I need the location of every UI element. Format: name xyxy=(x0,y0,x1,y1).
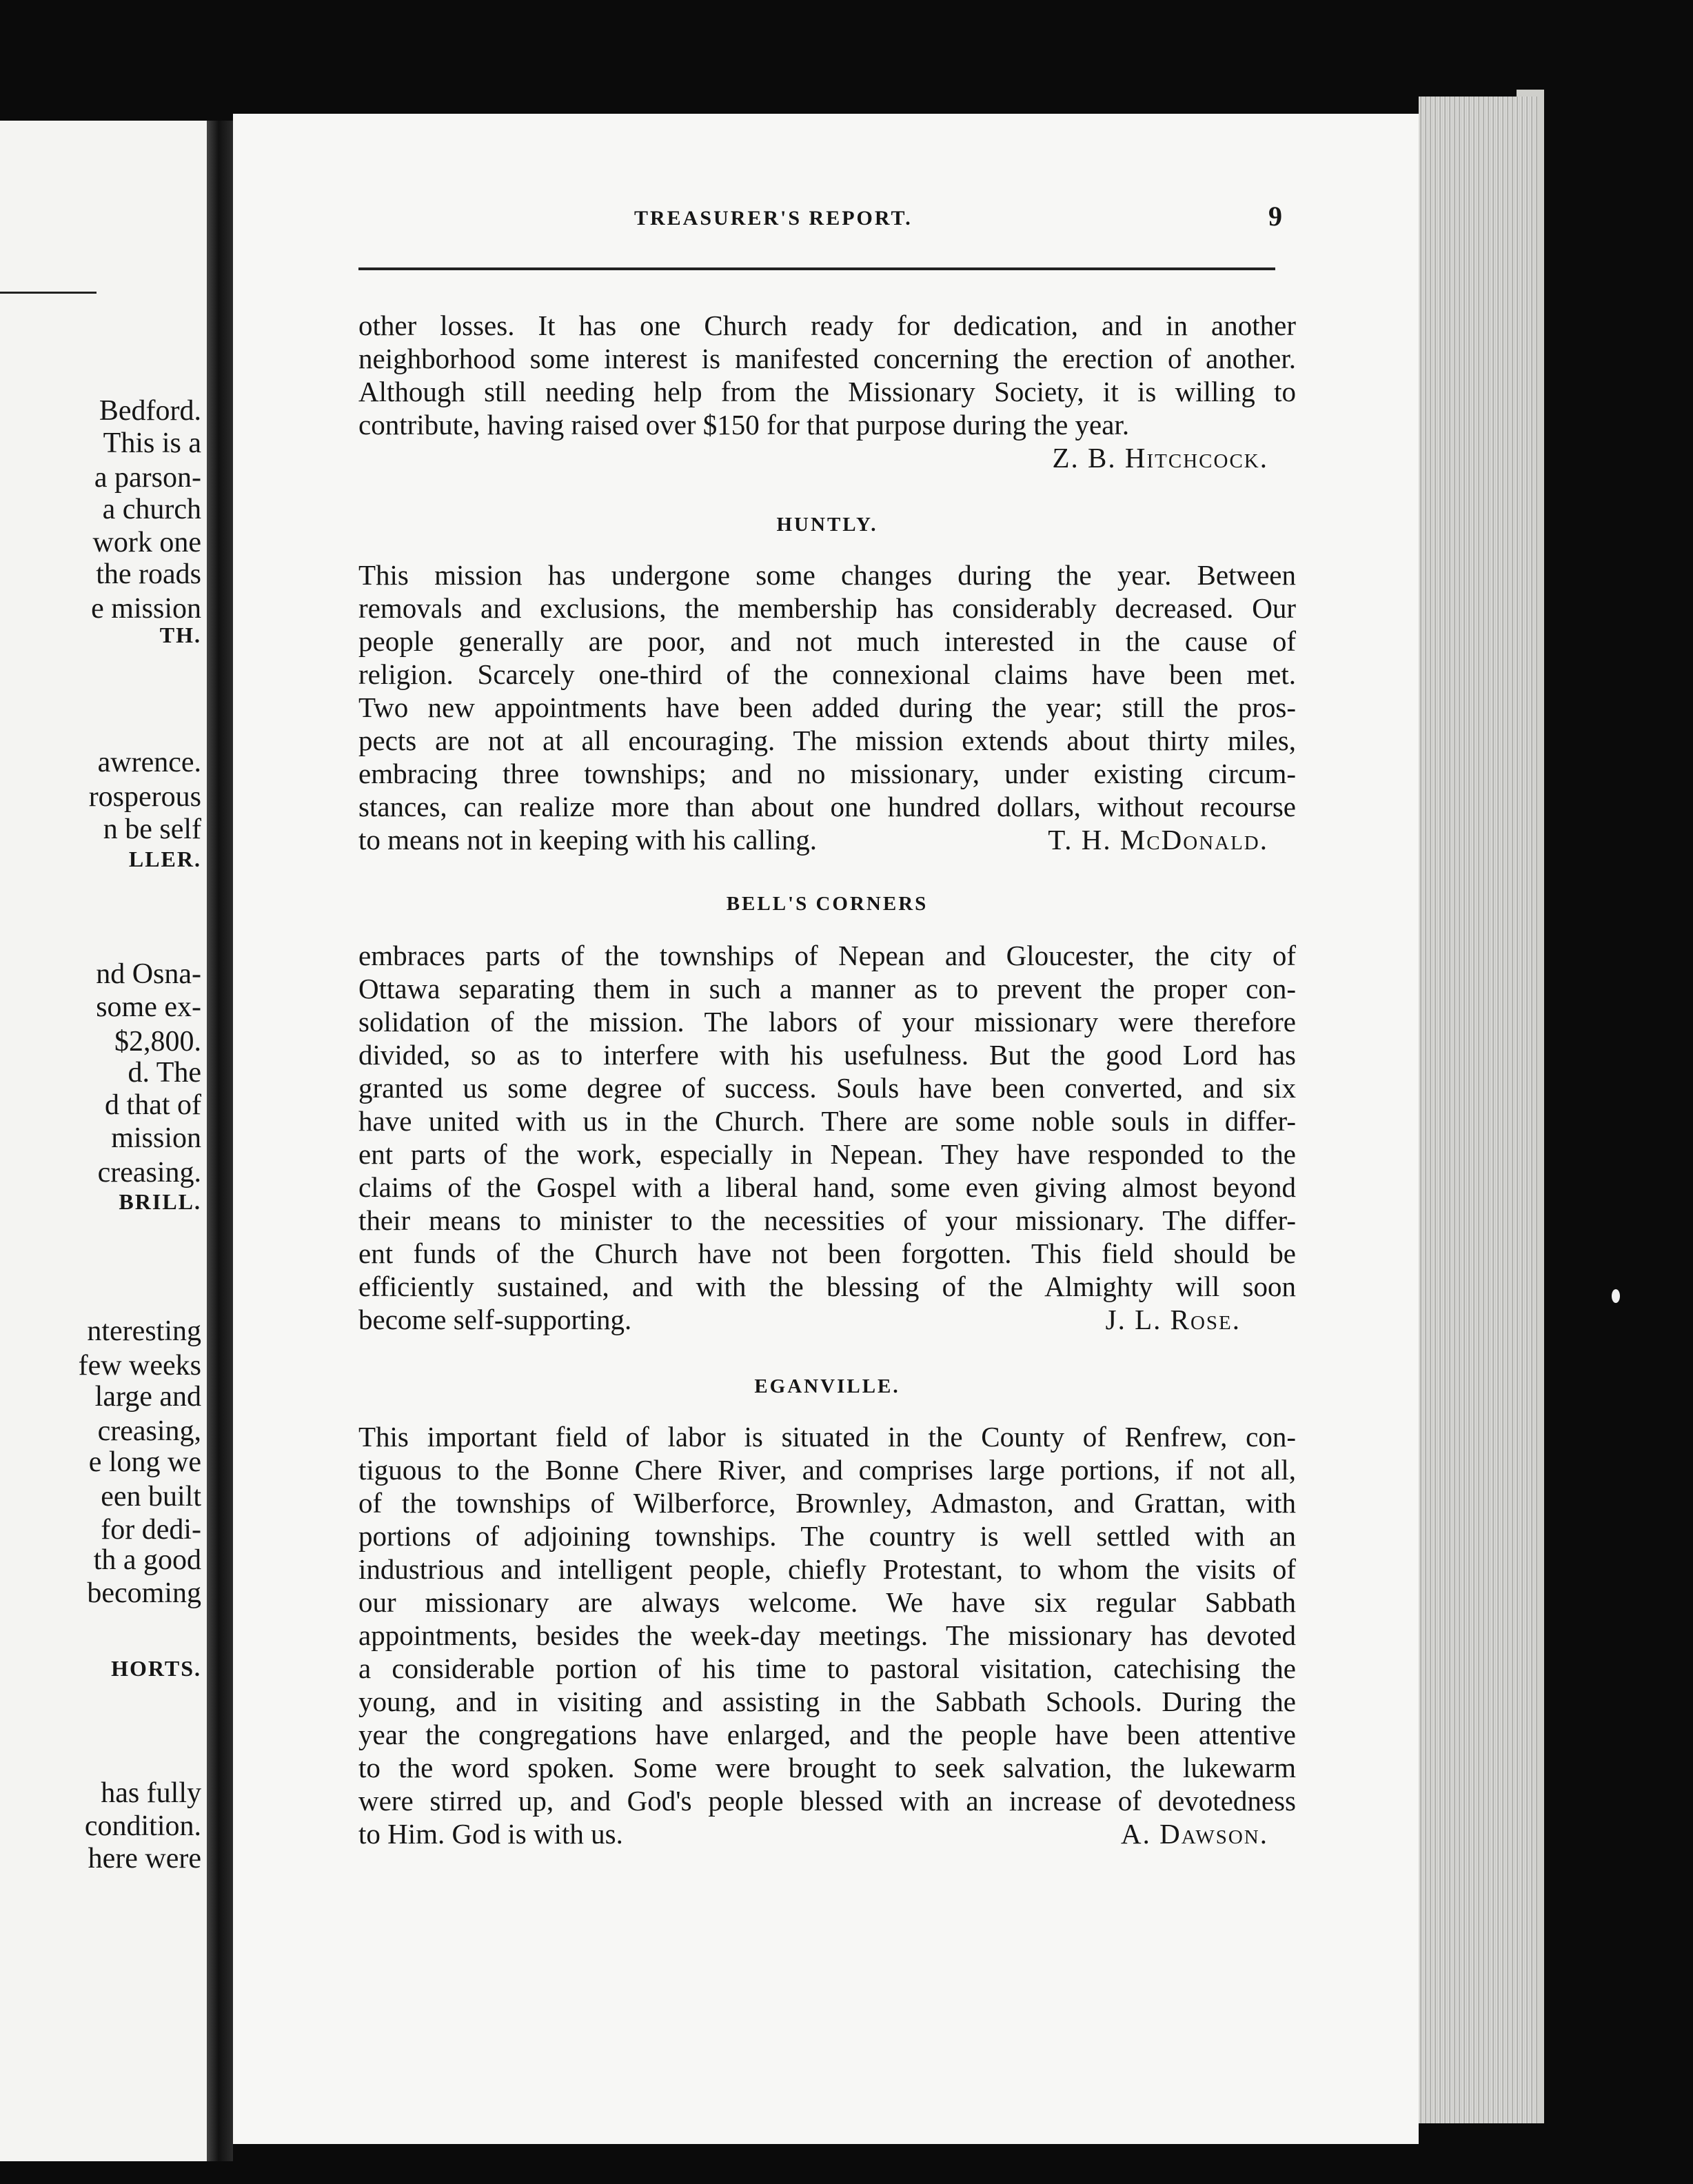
section-eganville-paragraph xyxy=(358,1420,1296,1850)
text-line: This important field of labor is situated in the County of Renfrew, con- xyxy=(358,1421,1296,1453)
closing-line xyxy=(358,1817,1296,1850)
text-line: ent parts of the work, especially in Nepean. They have responded to the xyxy=(358,1138,1296,1170)
left-page-line: mission xyxy=(111,1122,201,1154)
header-rule xyxy=(358,267,1275,270)
text-line: to the word spoken. Some were brought to seek salvation, the lukewarm xyxy=(358,1752,1296,1783)
left-page-line: awrence. xyxy=(97,747,201,778)
text-line: contribute, having raised over $150 for that purpose during the year. xyxy=(358,409,1130,441)
closing-line xyxy=(358,1303,1296,1336)
text-line: embracing three townships; and no missionary, under existing circum- xyxy=(358,758,1296,789)
text-line: portions of adjoining townships. The country is well settled with an xyxy=(358,1520,1296,1552)
left-page-line: creasing, xyxy=(97,1415,201,1447)
text-line: removals and exclusions, the membership has considerably decreased. Our xyxy=(358,592,1296,624)
left-page-line: e mission xyxy=(91,593,201,625)
left-page-rule xyxy=(0,292,97,294)
text-line: their means to minister to the necessities of your missionary. The differ- xyxy=(358,1204,1296,1236)
text-line: become self-supporting. xyxy=(358,1304,632,1335)
left-page-line: LLER. xyxy=(128,847,201,871)
text-line: industrious and intelligent people, chiefly Protestant, to whom the visits of xyxy=(358,1553,1296,1585)
text-line: appointments, besides the week-day meetings. The missionary has devoted xyxy=(358,1619,1296,1651)
page-number: 9 xyxy=(1268,201,1282,232)
text-line: tiguous to the Bonne Chere River, and comprises large portions, if not all, xyxy=(358,1454,1296,1486)
book-gutter xyxy=(207,121,233,2161)
left-page-line: becoming xyxy=(87,1577,201,1609)
signature: Z. B. Hitchcock. xyxy=(1052,442,1268,474)
left-page-line: large and xyxy=(94,1381,201,1413)
text-line: of the townships of Wilberforce, Brownley, Admaston, and Grattan, with xyxy=(358,1487,1296,1519)
left-page-line: for dedi- xyxy=(101,1514,201,1546)
left-page-line: here were xyxy=(88,1843,201,1874)
page-edges xyxy=(1419,97,1537,2123)
text-line: Ottawa separating them in such a manner as to prevent the proper con- xyxy=(358,973,1296,1004)
left-page-line: HORTS. xyxy=(111,1656,201,1681)
scan-speck xyxy=(1612,1289,1620,1303)
text-line: to means not in keeping with his calling. xyxy=(358,824,818,856)
left-page-line: een built xyxy=(101,1481,201,1513)
left-page-line: nd Osna- xyxy=(96,958,201,990)
text-line: granted us some degree of success. Souls have been converted, and six xyxy=(358,1072,1296,1104)
left-page-line: work one xyxy=(92,527,201,558)
section-bells-corners-paragraph xyxy=(358,939,1296,1336)
text-line: people generally are poor, and not much interested in the cause of xyxy=(358,625,1296,657)
left-page-line: Bedford. xyxy=(99,395,201,427)
left-page-line: condition. xyxy=(84,1810,201,1842)
text-line: neighborhood some interest is manifested concerning the erection of another. xyxy=(358,343,1296,374)
text-line: efficiently sustained, and with the blessing of the Almighty will soon xyxy=(358,1271,1296,1302)
left-page-line: d. The xyxy=(128,1057,201,1089)
text-line: to Him. God is with us. xyxy=(358,1818,623,1850)
left-page-line: n be self xyxy=(103,813,201,845)
left-page-line: This is a xyxy=(103,427,201,459)
signature: J. L. Rose. xyxy=(1105,1304,1241,1335)
text-line: embraces parts of the townships of Nepean and Gloucester, the city of xyxy=(358,940,1296,971)
left-page-line: a parson- xyxy=(94,462,201,494)
text-line: our missionary are always welcome. We have six regular Sabbath xyxy=(358,1586,1296,1618)
left-page-line: d that of xyxy=(105,1089,201,1121)
left-page-line: rosperous xyxy=(88,781,201,813)
left-page-line: has fully xyxy=(101,1777,201,1809)
text-line: ent funds of the Church have not been forgotten. This field should be xyxy=(358,1237,1296,1269)
text-line: year the congregations have enlarged, and the people have been attentive xyxy=(358,1719,1296,1750)
text-line: were stirred up, and God's people blessed with an increase of devotedness xyxy=(358,1785,1296,1817)
left-page-line: a church xyxy=(102,494,201,525)
intro-paragraph xyxy=(358,309,1296,474)
section-title-eganville: EGANVILLE. xyxy=(754,1375,900,1397)
left-page-line: BRILL. xyxy=(119,1189,201,1214)
running-header: TREASURER'S REPORT. xyxy=(634,207,913,230)
section-title-bells-corners: BELL'S CORNERS xyxy=(726,893,929,915)
text-line: divided, so as to interfere with his usefulness. But the good Lord has xyxy=(358,1039,1296,1071)
text-line: a considerable portion of his time to pastoral visitation, catechising the xyxy=(358,1652,1296,1684)
left-page-line: th a good xyxy=(93,1544,201,1576)
text-line: young, and in visiting and assisting in the Sabbath Schools. During the xyxy=(358,1686,1296,1717)
text-line: stances, can realize more than about one hundred dollars, without recourse xyxy=(358,791,1296,822)
text-line: Although still needing help from the Missionary Society, it is willing to xyxy=(358,376,1296,407)
left-page-line: creasing. xyxy=(97,1157,201,1189)
text-line: Two new appointments have been added during the year; still the pros- xyxy=(358,691,1296,723)
text-line: pects are not at all encouraging. The mission extends about thirty miles, xyxy=(358,725,1296,756)
left-page-line: e long we xyxy=(88,1446,201,1478)
section-huntly-paragraph xyxy=(358,558,1296,856)
left-page-line: $2,800. xyxy=(114,1026,201,1058)
left-page-line: nteresting xyxy=(87,1315,201,1347)
text-line: other losses. It has one Church ready for dedication, and in another xyxy=(358,310,1296,341)
text-line: have united with us in the Church. There are some noble souls in differ- xyxy=(358,1105,1296,1137)
text-line: This mission has undergone some changes during the year. Between xyxy=(358,559,1296,591)
left-page xyxy=(0,121,215,2161)
left-page-line: TH. xyxy=(159,623,201,647)
text-line: solidation of the mission. The labors of your missionary were therefore xyxy=(358,1006,1296,1038)
text-line: claims of the Gospel with a liberal hand, some even giving almost beyond xyxy=(358,1171,1296,1203)
left-page-line: the roads xyxy=(96,558,201,590)
left-page-line: some ex- xyxy=(96,991,201,1023)
signature: T. H. McDonald. xyxy=(1048,824,1268,856)
closing-line xyxy=(358,823,1296,856)
section-title-huntly: HUNTLY. xyxy=(776,514,878,536)
left-page-line: few weeks xyxy=(78,1350,201,1382)
text-line: religion. Scarcely one-third of the connexional claims have been met. xyxy=(358,658,1296,690)
signature: A. Dawson. xyxy=(1121,1818,1268,1850)
